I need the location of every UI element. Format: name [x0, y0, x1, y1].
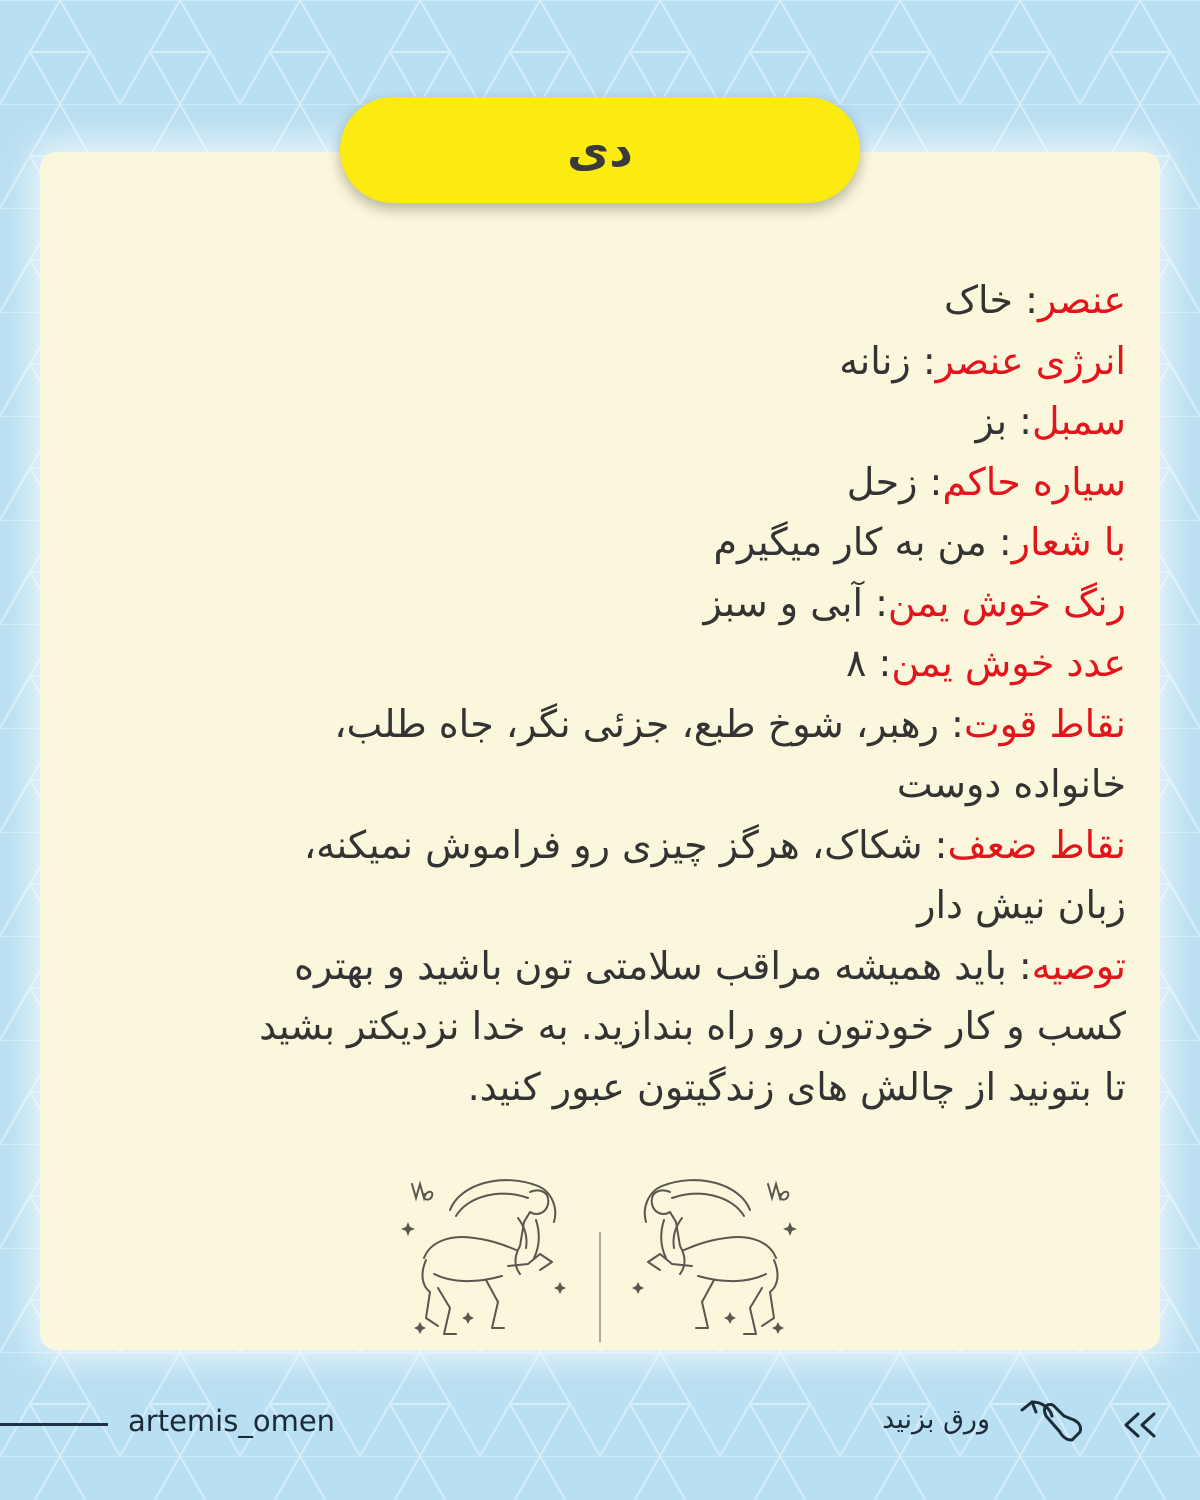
trait-line-continued: [66, 996, 1126, 1057]
trait-line: با شعار: من به کار میگیرم: [713, 520, 1126, 564]
trait-line: سمبل: بز: [975, 399, 1126, 443]
trait-key: عنصر: [1037, 278, 1126, 322]
capricorn-goat-icon: [645, 1180, 778, 1334]
trait-value: خاک: [943, 278, 1014, 322]
footer-divider: [0, 1423, 108, 1426]
swipe-label: ورق بزنید: [882, 1404, 990, 1435]
double-chevron-icon[interactable]: [1120, 1410, 1164, 1440]
trait-value: کسب و کار خودتون رو راه بندازید. به خدا نزدیکتر بشید: [259, 1004, 1126, 1048]
capricorn-symbol-icon: [412, 1184, 788, 1200]
trait-line: سیاره حاکم: زحل: [846, 459, 1126, 504]
trait-line: عدد خوش یمن: ۸: [846, 641, 1126, 685]
trait-line: رنگ خوش یمن: آبی و سبز: [703, 580, 1126, 625]
trait-value: شکاک، هرگز چیزی رو فراموش نمیکنه،: [303, 822, 923, 867]
trait-line: توصیه: باید همیشه مراقب سلامتی تون باشید و بهتره: [294, 943, 1126, 988]
trait-value: زحل: [846, 459, 918, 504]
trait-line-continued: [66, 754, 1126, 815]
trait-line: نقاط قوت: رهبر، شوخ طبع، جزئی نگر، جاه طلب،: [334, 701, 1126, 746]
trait-key: سمبل: [1031, 399, 1126, 443]
trait-value: تا بتونید از چالش های زندگیتون عبور کنید.: [467, 1064, 1126, 1109]
trait-key: نقاط ضعف: [947, 822, 1126, 867]
trait-value: باید همیشه مراقب سلامتی تون باشید و بهتره: [294, 943, 1007, 988]
trait-line: عنصر: خاک: [943, 278, 1126, 322]
trait-key: توصیه: [1031, 943, 1126, 988]
trait-list: [66, 270, 1126, 1117]
trait-value: زنانه: [839, 338, 911, 383]
trait-value: رهبر، شوخ طبع، جزئی نگر، جاه طلب،: [334, 701, 939, 746]
title-pill: [340, 97, 860, 203]
trait-line-continued: [66, 875, 1126, 936]
trait-value: آبی و سبز: [703, 580, 864, 625]
hand-swipe-icon[interactable]: [1016, 1396, 1088, 1448]
account-handle[interactable]: artemis_omen: [128, 1404, 336, 1438]
capricorn-illustration: [390, 1162, 810, 1344]
trait-value: من به کار میگیرم: [713, 520, 987, 564]
trait-key: با شعار: [1011, 520, 1126, 564]
page-title: دی: [567, 123, 633, 177]
trait-value: خانواده دوست: [896, 762, 1126, 806]
trait-line-continued: [66, 1057, 1126, 1118]
trait-key: عدد خوش یمن: [891, 641, 1126, 685]
trait-key: نقاط قوت: [963, 701, 1126, 746]
trait-value: بز: [975, 399, 1008, 443]
trait-key: رنگ خوش یمن: [887, 580, 1126, 625]
trait-line: نقاط ضعف: شکاک، هرگز چیزی رو فراموش نمیکنه،: [303, 822, 1126, 867]
trait-value: زبان نیش دار: [917, 883, 1126, 927]
capricorn-goat-icon: [423, 1180, 556, 1334]
trait-line: انرژی عنصر: زنانه: [839, 338, 1126, 383]
trait-value: ۸: [846, 641, 867, 685]
trait-key: انرژی عنصر: [935, 338, 1126, 383]
trait-key: سیاره حاکم: [942, 459, 1126, 504]
